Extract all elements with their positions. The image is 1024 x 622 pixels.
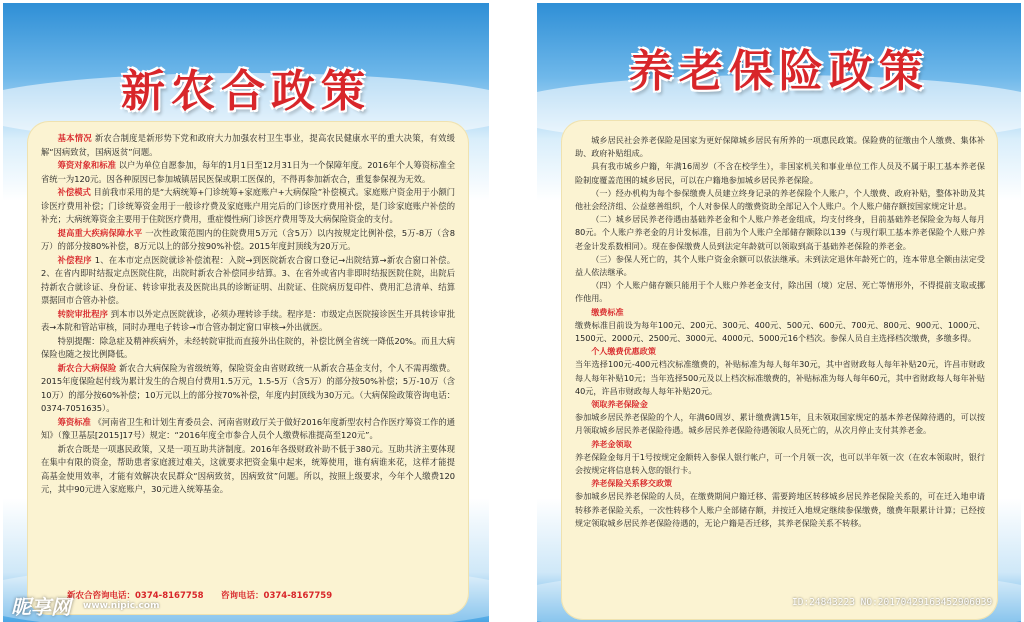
paragraph-text: 城乡居民社会养老保险是国家为更好保障城乡居民有所养的一项惠民政策。保险费的征缴由个人缴费、集体补助、政府补贴组成。 — [575, 135, 985, 159]
poster-new-rural-cooperative — [3, 3, 489, 622]
paragraph-text: （二）城乡居民养老待遇由基础养老金和个人账户养老金组成，均支付终身，目前基础养老保险金为每人每月80元。个人账户养老金的月计发标准，目前为个人账户全部储存额除以139（与现行职工基本养老保险个人账户养老金计发系数相同）。现在参保缴费人员到法定年龄就可以领取到高于基础养老保险的养老金。 — [575, 214, 985, 251]
policy-paragraph — [575, 438, 985, 478]
policy-paragraph — [41, 308, 455, 335]
section-heading: 养老保险关系移交政策 — [591, 478, 673, 489]
content-panel — [561, 120, 998, 620]
policy-paragraph — [575, 134, 985, 160]
paragraph-text: 养老保险金每月于1号按规定金额转入参保人银行帐户，可一个月领一次，也可以半年领一次（在农本领取时，银行会按规定将信息转入您的银行卡。 — [575, 451, 985, 476]
section-heading: 基本情况 — [57, 133, 92, 143]
paragraph-text: 一次性政策范围内的住院费用5万元（含5万）以内按规定比例补偿，5万-8万（含8万）的部分按80%补偿，8万元以上的部分按90%补偿。2015年度封顶线为20万元。 — [41, 227, 455, 251]
paragraph-text: （一）经办机构为每个参保缴费人员建立终身记录的养老保险个人账户，个人缴费、政府补贴，整体补助及其他社会经济组、公益慈善组织，个人对参保人的缴费资助全部记入个人账户。个人账户储存额按国家规定计息。 — [575, 187, 985, 212]
paragraph-text: 具有我市城乡户籍，年满16周岁（不含在校学生），非国家机关和事业单位工作人员及不属于职工基本养老保险制度覆盖范围的城乡居民，可以在户籍地参加城乡居民养老保险。 — [575, 161, 985, 185]
policy-paragraph — [41, 443, 455, 497]
poster-pension-insurance — [537, 3, 1021, 622]
policy-paragraph — [575, 345, 985, 398]
policy-paragraph — [41, 335, 455, 362]
policy-paragraph — [41, 416, 455, 443]
watermark-brand: 昵享网 — [11, 595, 71, 619]
paragraph-text: 以户为单位自愿参加，每年的1月1日至12月31日为一个保障年度。2016年个人筹资标准全省统一为120元。因各种原因已参加城镇居民医保或职工医保的，不得再参加新农合，重复参保视为无效。 — [41, 160, 455, 184]
paragraph-text: （四）个人账户储存额只能用于个人账户养老金支付，除出国（境）定居、死亡等情形外，不得提前支取或挪作他用。 — [575, 280, 985, 304]
policy-paragraph — [575, 213, 985, 253]
consult-label: 新农合咨询电话： — [67, 591, 136, 601]
watermark-site: www.nipic.com — [83, 601, 160, 611]
section-heading: 养老金领取 — [591, 438, 632, 449]
consult-phone: 0374-8167758 — [135, 591, 204, 601]
paragraph-text: 新农合既是一项惠民政策，又是一项互助共济制度。2016年各级财政补助不低于380元。互助共济主要体现在集中有限的资金，帮助患者家庭渡过难关，这就要求把资金集中起来，统筹使用，谁有病谁来花，这样才能提高基金使用效率，才能有效解决农民群众“因病致贫，因病致贫”问题。所以，按照上级要求，今年个人缴费120元，其中90元进入家庭账户，30元进入统筹基金。 — [41, 443, 455, 494]
paragraph-text: 新农合大病保险为省级统筹，保险资金由省财政统一从新农合基金支付，个人不需再缴费。2015年度保险起付线为累计发生的合规自付费用1.5万元，1.5-5万（含5万）的部分按50%补偿；5万-10万（含10万）的部分按60%补偿；10万元以上的部分按70%补偿，年度内封顶线为30万元。（大病保险政策咨询电话：0374-7051635）。 — [41, 362, 455, 413]
section-heading: 筹资对象和标准 — [57, 160, 116, 170]
policy-paragraph — [41, 132, 455, 159]
paragraph-text: 当年选择100元-400元档次标准缴费的，补贴标准为每人每年30元，其中省财政每人每年补贴20元，许昌市财政每人每年补贴10元；当年选择500元及以上档次标准缴费的，补贴标准为每人每年60元，其中省财政每人每年补贴40元，许昌市财政每人每年补贴20元。 — [575, 359, 985, 396]
section-heading: 缴费标准 — [591, 306, 624, 317]
advice-label: 咨询电话： — [221, 591, 264, 601]
policy-text — [41, 132, 455, 497]
policy-paragraph — [41, 227, 455, 254]
policy-paragraph — [41, 254, 455, 308]
policy-paragraph — [41, 362, 455, 416]
section-heading: 筹资标准 — [57, 416, 91, 427]
policy-paragraph — [575, 187, 985, 213]
paragraph-text: 1、在本市定点医院就诊补偿流程：入院→到医院新农合窗口登记→出院结算→新农合窗口补偿。2、在省内即时结报定点医院住院，出院时新农合补偿同步结算。3、在省外或省内非即时结报医院住院，出院后持新农合就诊证、身份证、转诊审批表及医院出具的诊断证明、出院证、住院病历复印件、费用汇总清单、结算票据回市合管办补偿。 — [41, 254, 455, 305]
policy-paragraph — [575, 279, 985, 305]
paragraph-text: 《河南省卫生和计划生育委员会、河南省财政厅关于做好2016年度新型农村合作医疗筹资工作的通知》（豫卫基层[2015]17号）规定：“2016年度全市参合人员个人缴费标准提高至120元”。 — [41, 416, 455, 440]
policy-paragraph — [575, 398, 985, 438]
paragraph-text: 缴费标准目前设为每年100元、200元、300元、400元、500元、600元、700元、800元、900元、1000元、1500元、2000元、2500元、3000元、4000元、5000元16个档次。参保人员自主选择档次缴费，多缴多得。 — [575, 319, 985, 344]
watermark-id: ID:24843223 NO:20170429163452906039 — [792, 597, 993, 608]
policy-paragraph — [575, 253, 985, 279]
paragraph-text: 目前我市采用的是“大病统筹+门诊统筹+家庭账户+大病保险”补偿模式。家庭账户资金用于小额门诊医疗费用补偿；门诊统筹资金用于一般诊疗费及家庭账户用完后的门诊医疗费用补偿，是门诊家庭账户补偿的补充；大病统筹资金主要用于住院医疗费用，重症慢性病门诊医疗费用等及大病保险资金的支付。 — [41, 187, 455, 224]
section-heading: 个人缴费优惠政策 — [591, 346, 656, 357]
paragraph-text: 新农合制度是新形势下党和政府大力加强农村卫生事业，提高农民健康水平的重大决策，有效缓解“因病致贫，国病返贫”问题。 — [41, 133, 455, 157]
policy-paragraph — [41, 186, 455, 227]
policy-paragraph — [41, 159, 455, 186]
content-panel — [27, 121, 469, 615]
paragraph-text: 特别提醒：除急症及精神疾病外，未经转院审批而直接外出住院的，补偿比例全省统一降低20%。而且大病保险也随之按比例降低。 — [41, 335, 455, 359]
contact-line — [67, 589, 332, 601]
paragraph-text: 参加城乡居民养老保险的个人，年满60周岁、累计缴费满15年，且未领取国家规定的基本养老保障待遇的，可以按月领取城乡居民养老保险待遇。城乡居民养老保险待遇领取人员死亡的，从次月停止支付其养老金。 — [575, 412, 985, 436]
policy-paragraph — [575, 477, 985, 530]
poster-title: 养老保险政策 — [629, 46, 929, 97]
section-heading: 转院审批程序 — [57, 308, 108, 319]
policy-paragraph — [575, 306, 985, 346]
paragraph-text: （三）参保人死亡的，其个人账户资金余额可以依法继承。未到法定退休年龄死亡的，连本带息全额由法定受益人依法继承。 — [575, 253, 985, 278]
section-heading: 提高重大疾病保障水平 — [57, 227, 143, 238]
advice-phone: 0374-8167759 — [263, 591, 333, 601]
section-heading: 领取养老保险金 — [591, 399, 648, 410]
policy-text — [575, 134, 985, 530]
poster-title: 新农合政策 — [121, 66, 371, 117]
policy-paragraph — [575, 160, 985, 186]
section-heading: 补偿程序 — [57, 254, 92, 265]
paragraph-text: 到本市以外定点医院就诊，必须办理转诊手续。程序是：市级定点医院接诊医生开具转诊审批表→本院和管站审核，同时办理电子转诊→市合管办制定窗口审核→外出就医。 — [41, 308, 455, 332]
paragraph-text: 参加城乡居民养老保险的人员，在缴费期间户籍迁移、需要跨地区转移城乡居民养老保险关系的，可在迁入地申请转移养老保险关系，一次性转移个人账户全部储存额，并按迁入地规定继续参保缴费，缴费年限累计计算；已经按规定领取城乡居民养老保险待遇的，无论户籍是否迁移，其养老保险关系不转移。 — [575, 491, 985, 528]
section-heading: 补偿模式 — [57, 187, 91, 197]
section-heading: 新农合大病保险 — [57, 362, 117, 373]
